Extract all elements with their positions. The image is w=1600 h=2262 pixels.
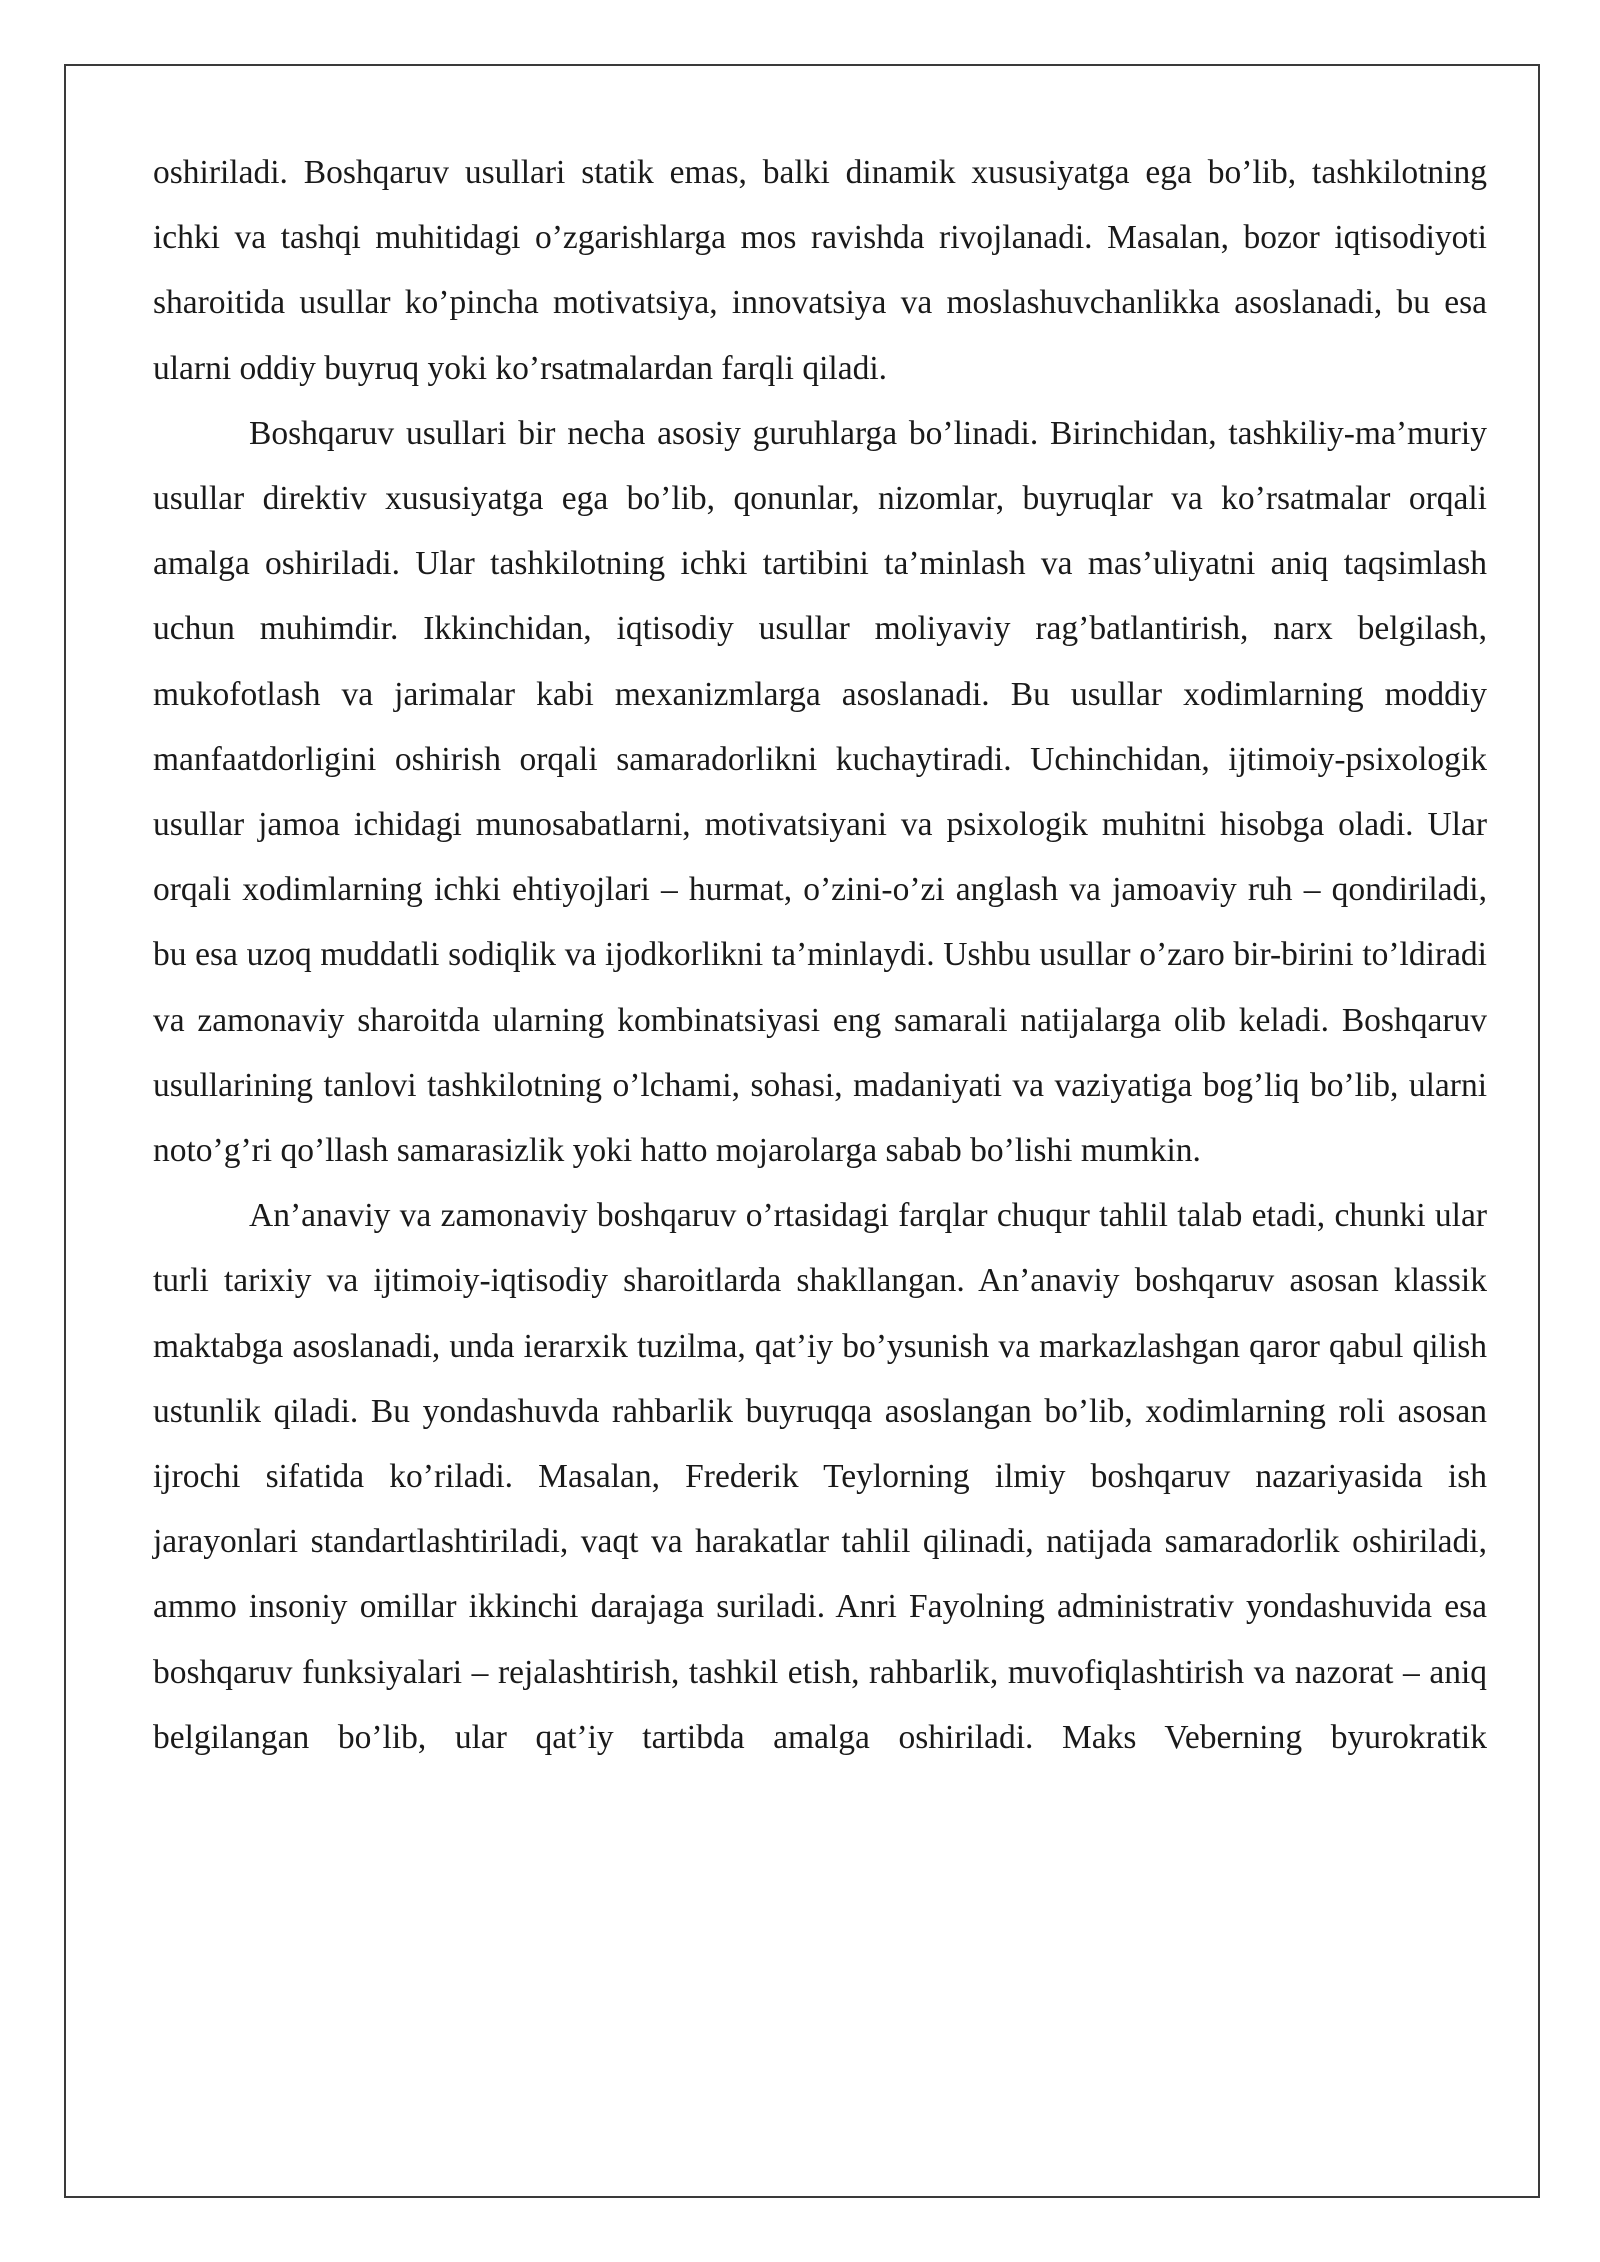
document-body	[153, 140, 1487, 1770]
paragraph-traditional-vs-modern: An’anaviy va zamonaviy boshqaruv o’rtasidagi farqlar chuqur tahlil talab etadi, chunki ular turli tarixiy va ijtimoiy-iqtisodiy sharoitlarda shakllangan. An’anaviy boshqaruv asosan klassik maktabga asoslanadi, unda ierarxik tuzilma, qat’iy bo’ysunish va markazlashgan qaror qabul qilish ustunlik qiladi. Bu yondashuvda rahbarlik buyruqqa asoslangan bo’lib, xodimlarning roli asosan ijrochi sifatida ko’riladi. Masalan, Frederik Teylorning ilmiy boshqaruv nazariyasida ish jarayonlari standartlashtiriladi, vaqt va harakatlar tahlil qilinadi, natijada samaradorlik oshiriladi, ammo insoniy omillar ikkinchi darajaga suriladi. Anri Fayolning administrativ yondashuvida esa boshqaruv funksiyalari – rejalashtirish, tashkil etish, rahbarlik, muvofiqlashtirish va nazorat – aniq belgilangan bo’lib, ular qat’iy tartibda amalga oshiriladi. Maks Veberning byurokratik	[153, 1197, 1487, 1756]
paragraph-management-methods: Boshqaruv usullari bir necha asosiy guruhlarga bo’linadi. Birinchidan, tashkiliy-ma’muriy usullar direktiv xususiyatga ega bo’lib, qonunlar, nizomlar, buyruqlar va ko’rsatmalar orqali amalga oshiriladi. Ular tashkilotning ichki tartibini ta’minlash va mas’uliyatni aniq taqsimlash uchun muhimdir. Ikkinchidan, iqtisodiy usullar moliyaviy rag’batlantirish, narx belgilash, mukofotlash va jarimalar kabi mexanizmlarga asoslanadi. Bu usullar xodimlarning moddiy manfaatdorligini oshirish orqali samaradorlikni kuchaytiradi. Uchinchidan, ijtimoiy-psixologik usullar jamoa ichidagi munosabatlarni, motivatsiyani va psixologik muhitni hisobga oladi. Ular orqali xodimlarning ichki ehtiyojlari – hurmat, o’zini-o’zi anglash va jamoaviy ruh – qondiriladi, bu esa uzoq muddatli sodiqlik va ijodkorlikni ta’minlaydi. Ushbu usullar o’zaro bir-birini to’ldiradi va zamonaviy sharoitda ularning kombinatsiyasi eng samarali natijalarga olib keladi. Boshqaruv usullarining tanlovi tashkilotning o’lchami, sohasi, madaniyati va vaziyatiga bog’liq bo’lib, ularni noto’g’ri qo’llash samarasizlik yoki hatto mojarolarga sabab bo’lishi mumkin.	[153, 414, 1487, 1170]
paragraph-continuation: oshiriladi. Boshqaruv usullari statik emas, balki dinamik xususiyatga ega bo’lib, tashkilotning ichki va tashqi muhitidagi o’zgarishlarga mos ravishda rivojlanadi. Masalan, bozor iqtisodiyoti sharoitida usullar ko’pincha motivatsiya, innovatsiya va moslashuvchanlikka asoslanadi, bu esa ularni oddiy buyruq yoki ko’rsatmalardan farqli qiladi.	[153, 154, 1487, 387]
